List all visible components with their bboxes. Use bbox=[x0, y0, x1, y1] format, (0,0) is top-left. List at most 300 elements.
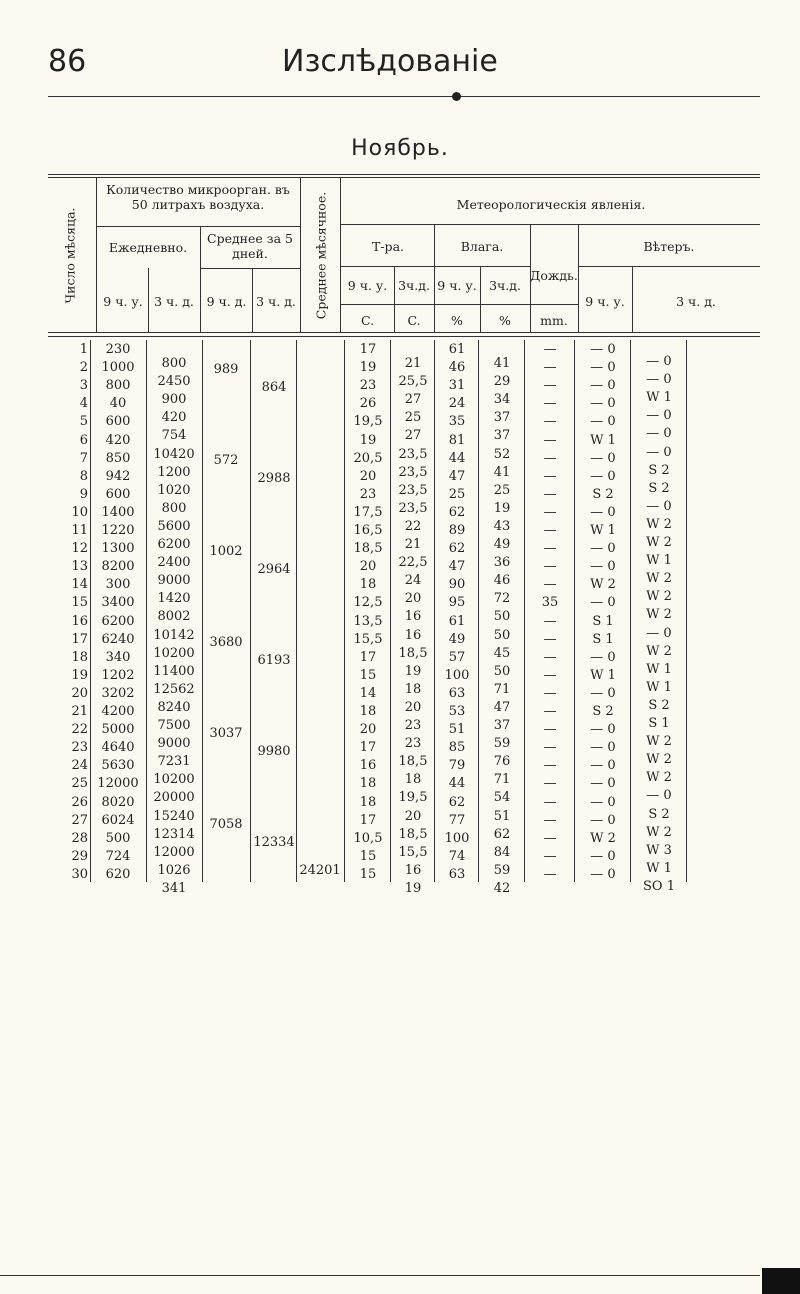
humidity-morning: 62 bbox=[448, 794, 466, 810]
daily-morning-header: 9 ч. у. bbox=[103, 294, 143, 309]
wind-morning: — 0 bbox=[590, 740, 616, 756]
humidity-afternoon: 71 bbox=[493, 772, 511, 788]
temp-afternoon: 23 bbox=[404, 718, 422, 733]
microorg-afternoon: 10420 bbox=[153, 446, 195, 462]
wind-afternoon: — 0 bbox=[646, 788, 672, 804]
wind-afternoon: W 2 bbox=[646, 607, 672, 623]
humidity-afternoon: 50 bbox=[493, 627, 511, 643]
head-rule bbox=[48, 96, 760, 97]
temp-afternoon: 19 bbox=[404, 663, 422, 679]
humidity-morning: 44 bbox=[448, 450, 466, 466]
rain-value: — bbox=[543, 613, 557, 629]
wind-morning: W 1 bbox=[590, 523, 616, 538]
temp-afternoon: 23,5 bbox=[398, 500, 428, 516]
microorg-afternoon: 15240 bbox=[153, 808, 195, 824]
wind-afternoon: W 1 bbox=[646, 553, 672, 569]
humidity-header: Влага. bbox=[460, 239, 504, 254]
humidity-afternoon: 34 bbox=[493, 392, 511, 408]
temp-morning: 18 bbox=[359, 577, 377, 593]
wind-morning: S 2 bbox=[592, 486, 614, 502]
wind-morning: — 0 bbox=[590, 722, 616, 738]
day-number: 19 bbox=[71, 667, 88, 683]
wind-morning: — 0 bbox=[590, 848, 616, 864]
microorg-morning: 600 bbox=[105, 414, 131, 430]
rain-value: — bbox=[543, 776, 557, 792]
humidity-morning: 46 bbox=[448, 360, 466, 376]
microorg-morning: 300 bbox=[105, 577, 131, 593]
temp-afternoon: 18,5 bbox=[398, 754, 428, 770]
wind-afternoon: — 0 bbox=[646, 372, 672, 388]
humidity-morning: 31 bbox=[448, 378, 466, 394]
wind-morning: W 1 bbox=[590, 667, 616, 683]
humidity-afternoon: 36 bbox=[493, 555, 511, 571]
humidity-morning: 100 bbox=[444, 667, 470, 683]
humidity-morning: 35 bbox=[448, 414, 466, 430]
wind-afternoon: — 0 bbox=[646, 498, 672, 514]
corner-mark bbox=[762, 1268, 800, 1294]
wind-afternoon: W 2 bbox=[646, 824, 672, 840]
microorg-afternoon: 10200 bbox=[153, 645, 195, 661]
microorg-morning: 1202 bbox=[101, 667, 135, 683]
rain-value: — bbox=[543, 504, 557, 520]
microorg-morning: 420 bbox=[105, 432, 131, 448]
humidity-afternoon: 41 bbox=[493, 356, 511, 371]
humidity-morning: 25 bbox=[448, 486, 466, 502]
day-number: 25 bbox=[71, 776, 88, 792]
temp-afternoon: 22 bbox=[404, 518, 422, 534]
temp-morning: 18 bbox=[359, 776, 377, 792]
rain-value: — bbox=[543, 740, 557, 756]
microorg-afternoon: 7231 bbox=[157, 754, 191, 770]
microorg-afternoon: 1200 bbox=[157, 464, 191, 480]
humidity-morning: 100 bbox=[444, 830, 470, 846]
temp-morning: 18 bbox=[359, 794, 377, 810]
avg5-afternoon: 12334 bbox=[253, 835, 295, 850]
wind-afternoon: S 1 bbox=[648, 716, 670, 731]
temp-morning: 15 bbox=[359, 848, 377, 864]
day-number: 3 bbox=[79, 378, 88, 394]
wind-morning: S 2 bbox=[592, 704, 614, 719]
rain-value: — bbox=[543, 360, 557, 376]
wind-morning: — 0 bbox=[590, 649, 616, 665]
rain-value: — bbox=[543, 468, 557, 484]
day-number: 16 bbox=[71, 613, 88, 629]
humidity-afternoon: 37 bbox=[493, 428, 511, 444]
microorg-morning: 500 bbox=[105, 830, 131, 846]
avg5-afternoon: 2988 bbox=[257, 471, 291, 486]
humidity-afternoon: 51 bbox=[493, 808, 511, 824]
humidity-afternoon: 59 bbox=[493, 736, 511, 752]
rain-value: — bbox=[543, 848, 557, 864]
humidity-afternoon: 45 bbox=[493, 645, 511, 661]
temp-morning-header: 9 ч. у. bbox=[347, 278, 388, 293]
bottom-rule bbox=[0, 1275, 760, 1276]
hum-morning-header: 9 ч. у. bbox=[437, 278, 477, 293]
microorg-afternoon: 2450 bbox=[157, 374, 191, 390]
temp-afternoon: 16 bbox=[404, 627, 422, 643]
day-number: 6 bbox=[79, 432, 88, 448]
microorg-afternoon: 5600 bbox=[157, 518, 191, 534]
humidity-morning: 62 bbox=[448, 541, 466, 557]
humidity-afternoon: 49 bbox=[493, 537, 511, 552]
microorg-afternoon: 8002 bbox=[157, 609, 191, 625]
wind-morning: W 1 bbox=[590, 432, 616, 448]
wind-morning: — 0 bbox=[590, 468, 616, 484]
rain-value: — bbox=[543, 450, 557, 466]
humidity-morning: 61 bbox=[448, 613, 466, 629]
wind-afternoon: W 1 bbox=[646, 390, 672, 406]
microorg-afternoon: 2400 bbox=[157, 555, 191, 571]
humidity-morning: 81 bbox=[448, 432, 466, 448]
humidity-morning: 47 bbox=[448, 559, 466, 575]
day-number: 12 bbox=[71, 541, 88, 557]
rain-value: — bbox=[543, 812, 557, 828]
microorg-afternoon: 8240 bbox=[157, 699, 191, 715]
rain-value: — bbox=[543, 559, 557, 575]
humidity-afternoon: 76 bbox=[493, 754, 511, 770]
microorg-morning: 800 bbox=[105, 378, 131, 394]
wind-morning: — 0 bbox=[590, 559, 616, 575]
microorg-morning: 4200 bbox=[101, 704, 135, 719]
humidity-afternoon: 52 bbox=[493, 446, 511, 462]
temp-afternoon: 20 bbox=[404, 808, 422, 824]
microorg-morning: 4640 bbox=[101, 740, 135, 756]
rain-value: — bbox=[543, 685, 557, 701]
day-number: 23 bbox=[71, 740, 88, 756]
rain-value: — bbox=[543, 667, 557, 683]
wind-afternoon: S 2 bbox=[648, 480, 670, 496]
temp-afternoon: 20 bbox=[404, 699, 422, 715]
microorg-afternoon: 800 bbox=[161, 500, 187, 516]
humidity-morning: 62 bbox=[448, 504, 466, 520]
humidity-afternoon: 29 bbox=[493, 374, 511, 390]
ornament bbox=[452, 92, 461, 101]
humidity-morning: 51 bbox=[448, 722, 466, 738]
microorg-afternoon: 420 bbox=[161, 410, 187, 426]
unit-temp-morning: C. bbox=[360, 313, 375, 328]
microorg-afternoon: 9000 bbox=[157, 736, 191, 752]
wind-afternoon: W 1 bbox=[646, 661, 672, 677]
microorg-morning: 12000 bbox=[97, 776, 139, 792]
temp-header: Т-ра. bbox=[372, 239, 404, 254]
humidity-afternoon: 42 bbox=[493, 880, 511, 896]
humidity-morning: 47 bbox=[448, 468, 466, 484]
day-number: 10 bbox=[71, 504, 88, 520]
rain-value: — bbox=[543, 649, 557, 665]
humidity-afternoon: 43 bbox=[493, 518, 511, 534]
microorg-morning: 3400 bbox=[101, 595, 135, 611]
unit-hum-afternoon: % bbox=[499, 313, 511, 328]
microorg-header: Количество микроорган. въ 50 литрахъ воздуха. bbox=[106, 182, 290, 212]
day-number: 28 bbox=[71, 830, 88, 846]
wind-afternoon: W 2 bbox=[646, 516, 672, 532]
avg5-afternoon: 6193 bbox=[257, 653, 291, 668]
wind-morning: — 0 bbox=[590, 776, 616, 792]
microorg-morning: 724 bbox=[105, 848, 131, 864]
hum-afternoon-header: 3ч.д. bbox=[489, 278, 521, 293]
humidity-afternoon: 59 bbox=[493, 862, 511, 878]
daily-header: Ежедневно. bbox=[108, 240, 188, 255]
wind-morning: — 0 bbox=[590, 360, 616, 376]
microorg-afternoon: 10142 bbox=[153, 627, 195, 643]
humidity-morning: 61 bbox=[448, 342, 466, 357]
humidity-morning: 44 bbox=[448, 776, 466, 792]
temp-afternoon: 24 bbox=[404, 573, 422, 589]
temp-afternoon: 18,5 bbox=[398, 645, 428, 661]
microorg-morning: 8020 bbox=[101, 794, 135, 810]
temp-morning: 17 bbox=[359, 342, 377, 357]
microorg-morning: 6200 bbox=[101, 613, 135, 629]
wind-afternoon: W 2 bbox=[646, 589, 672, 605]
microorg-morning: 5630 bbox=[101, 758, 135, 774]
temp-afternoon: 20 bbox=[404, 591, 422, 607]
rain-value: — bbox=[543, 722, 557, 738]
microorg-morning: 5000 bbox=[101, 722, 135, 738]
humidity-morning: 77 bbox=[448, 812, 466, 828]
microorg-morning: 1300 bbox=[101, 541, 135, 557]
temp-afternoon: 18 bbox=[404, 681, 422, 697]
temp-morning: 17,5 bbox=[353, 504, 383, 520]
humidity-morning: 74 bbox=[448, 848, 466, 864]
temp-afternoon: 21 bbox=[404, 537, 422, 552]
humidity-afternoon: 50 bbox=[493, 663, 511, 679]
temp-afternoon: 16 bbox=[404, 609, 422, 625]
humidity-afternoon: 72 bbox=[493, 591, 511, 607]
temp-morning: 13,5 bbox=[353, 613, 383, 629]
humidity-afternoon: 50 bbox=[493, 609, 511, 625]
microorg-afternoon: 10200 bbox=[153, 772, 195, 788]
rain-value: 35 bbox=[541, 595, 559, 611]
humidity-afternoon: 19 bbox=[493, 500, 511, 516]
day-number: 20 bbox=[71, 685, 88, 701]
humidity-morning: 63 bbox=[448, 866, 466, 882]
microorg-morning: 6240 bbox=[101, 631, 135, 647]
wind-afternoon: — 0 bbox=[646, 408, 672, 424]
temp-morning: 15,5 bbox=[353, 631, 383, 647]
rain-value: — bbox=[543, 704, 557, 719]
humidity-morning: 63 bbox=[448, 685, 466, 701]
humidity-afternoon: 84 bbox=[493, 844, 511, 860]
rain-value: — bbox=[543, 577, 557, 593]
day-number: 18 bbox=[71, 649, 88, 665]
avg5-afternoon: 9980 bbox=[257, 744, 291, 759]
temp-afternoon: 19,5 bbox=[398, 790, 428, 806]
temp-morning: 26 bbox=[359, 396, 377, 412]
wind-morning-header: 9 ч. у. bbox=[585, 294, 625, 309]
wind-morning: — 0 bbox=[590, 378, 616, 394]
day-number: 2 bbox=[79, 360, 88, 376]
wind-afternoon: W 2 bbox=[646, 643, 672, 659]
day-number: 4 bbox=[79, 396, 88, 412]
rain-value: — bbox=[543, 866, 557, 882]
temp-morning: 18,5 bbox=[353, 541, 383, 557]
day-number: 1 bbox=[79, 342, 88, 357]
wind-morning: — 0 bbox=[590, 685, 616, 701]
wind-morning: — 0 bbox=[590, 450, 616, 466]
humidity-afternoon: 54 bbox=[493, 790, 511, 806]
temp-morning: 20 bbox=[359, 559, 377, 575]
meteo-header: Метеорологическія явленія. bbox=[456, 197, 646, 212]
temp-afternoon-header: 3ч.д. bbox=[398, 278, 430, 293]
humidity-morning: 79 bbox=[448, 758, 466, 774]
microorg-morning: 850 bbox=[105, 450, 131, 466]
wind-morning: W 2 bbox=[590, 577, 616, 593]
microorg-afternoon: 12314 bbox=[153, 826, 195, 842]
daily-afternoon-header: 3 ч. д. bbox=[154, 294, 194, 309]
microorg-morning: 1400 bbox=[101, 504, 135, 520]
humidity-afternoon: 46 bbox=[493, 573, 511, 589]
temp-afternoon: 18,5 bbox=[398, 826, 428, 842]
temp-afternoon: 25 bbox=[404, 410, 422, 426]
temp-morning: 17 bbox=[359, 812, 377, 828]
temp-morning: 15 bbox=[359, 667, 377, 683]
microorg-morning: 620 bbox=[105, 866, 131, 882]
avg5-morning: 572 bbox=[213, 453, 239, 468]
wind-afternoon-header: 3 ч. д. bbox=[676, 294, 716, 309]
avg5-afternoon-header: 3 ч. д. bbox=[256, 294, 296, 309]
temp-morning: 20 bbox=[359, 468, 377, 484]
humidity-afternoon: 37 bbox=[493, 410, 511, 426]
temp-morning: 20,5 bbox=[353, 450, 383, 466]
rain-value: — bbox=[543, 378, 557, 394]
microorg-morning: 8200 bbox=[101, 559, 135, 575]
avg5-morning: 3680 bbox=[209, 635, 243, 650]
microorg-morning: 6024 bbox=[101, 812, 135, 828]
temp-morning: 23 bbox=[359, 378, 377, 394]
microorg-morning: 40 bbox=[109, 396, 127, 412]
microorg-afternoon: 800 bbox=[161, 356, 187, 371]
rain-value: — bbox=[543, 414, 557, 430]
rain-value: — bbox=[543, 523, 557, 538]
microorg-afternoon: 12000 bbox=[153, 844, 195, 860]
day-number: 15 bbox=[71, 595, 88, 611]
day-number: 9 bbox=[79, 486, 88, 502]
temp-morning: 16,5 bbox=[353, 523, 383, 538]
wind-afternoon: S 2 bbox=[648, 462, 670, 478]
avg5-morning: 1002 bbox=[209, 544, 243, 559]
avg5-morning-header: 9 ч. д. bbox=[206, 294, 247, 309]
rain-value: — bbox=[543, 758, 557, 774]
wind-afternoon: W 1 bbox=[646, 679, 672, 695]
temp-morning: 19,5 bbox=[353, 414, 383, 430]
running-head: Изслѣдованіе bbox=[282, 44, 498, 79]
day-number: 14 bbox=[71, 577, 88, 593]
avg5-afternoon: 864 bbox=[261, 380, 287, 395]
day-number: 26 bbox=[71, 794, 88, 810]
monthly-header: Среднее мѣсячное. bbox=[313, 191, 329, 320]
page-title: Ноябрь. bbox=[351, 136, 449, 161]
wind-afternoon: — 0 bbox=[646, 354, 672, 369]
unit-hum-morning: % bbox=[451, 313, 463, 328]
day-number: 7 bbox=[79, 450, 88, 466]
temp-morning: 23 bbox=[359, 486, 377, 502]
humidity-morning: 49 bbox=[448, 631, 466, 647]
microorg-morning: 340 bbox=[105, 649, 131, 665]
wind-afternoon: W 2 bbox=[646, 752, 672, 768]
temp-afternoon: 23,5 bbox=[398, 464, 428, 480]
humidity-afternoon: 25 bbox=[493, 482, 511, 498]
temp-afternoon: 18 bbox=[404, 772, 422, 788]
temp-morning: 14 bbox=[359, 685, 377, 701]
microorg-afternoon: 7500 bbox=[157, 718, 191, 733]
temp-morning: 10,5 bbox=[353, 830, 383, 846]
microorg-afternoon: 1026 bbox=[157, 862, 191, 878]
wind-afternoon: W 2 bbox=[646, 734, 672, 750]
rain-value: — bbox=[543, 541, 557, 557]
wind-morning: — 0 bbox=[590, 504, 616, 520]
wind-morning: — 0 bbox=[590, 758, 616, 774]
rain-value: — bbox=[543, 631, 557, 647]
day-number: 24 bbox=[71, 758, 88, 774]
microorg-morning: 942 bbox=[105, 468, 131, 484]
day-number: 17 bbox=[71, 631, 88, 647]
unit-rain: mm. bbox=[540, 313, 568, 328]
wind-morning: — 0 bbox=[590, 812, 616, 828]
humidity-afternoon: 62 bbox=[493, 826, 511, 842]
temp-afternoon: 23,5 bbox=[398, 446, 428, 462]
day-number: 5 bbox=[79, 414, 88, 430]
wind-morning: — 0 bbox=[590, 396, 616, 412]
wind-afternoon: W 2 bbox=[646, 535, 672, 550]
rain-value: — bbox=[543, 432, 557, 448]
humidity-morning: 57 bbox=[448, 649, 466, 665]
wind-afternoon: — 0 bbox=[646, 625, 672, 641]
temp-morning: 19 bbox=[359, 432, 377, 448]
day-number: 27 bbox=[71, 812, 88, 828]
microorg-afternoon: 6200 bbox=[157, 537, 191, 552]
temp-morning: 19 bbox=[359, 360, 377, 376]
rain-header: Дождь. bbox=[530, 268, 578, 283]
microorg-morning: 600 bbox=[105, 486, 131, 502]
rain-value: — bbox=[543, 396, 557, 412]
temp-afternoon: 19 bbox=[404, 880, 422, 896]
temp-morning: 18 bbox=[359, 704, 377, 719]
wind-morning: — 0 bbox=[590, 342, 616, 357]
wind-afternoon: W 2 bbox=[646, 571, 672, 587]
temp-morning: 17 bbox=[359, 649, 377, 665]
microorg-morning: 3202 bbox=[101, 685, 135, 701]
wind-afternoon: W 1 bbox=[646, 860, 672, 876]
temp-morning: 12,5 bbox=[353, 595, 383, 611]
avg5-morning: 3037 bbox=[209, 726, 243, 741]
temp-afternoon: 22,5 bbox=[398, 555, 428, 571]
rain-value: — bbox=[543, 794, 557, 810]
temp-afternoon: 27 bbox=[404, 428, 422, 444]
wind-morning: — 0 bbox=[590, 866, 616, 882]
unit-temp-afternoon: C. bbox=[407, 313, 421, 328]
humidity-afternoon: 47 bbox=[493, 699, 511, 715]
wind-afternoon: SO 1 bbox=[643, 878, 675, 894]
temp-afternoon: 27 bbox=[404, 392, 422, 408]
microorg-afternoon: 1020 bbox=[157, 482, 191, 498]
wind-afternoon: S 2 bbox=[648, 806, 670, 822]
humidity-morning: 90 bbox=[448, 577, 466, 593]
day-column-header: Число мѣсяца. bbox=[62, 207, 78, 304]
avg5-header: Среднее за 5 дней. bbox=[207, 231, 293, 261]
day-number: 22 bbox=[71, 722, 88, 738]
microorg-afternoon: 9000 bbox=[157, 573, 191, 589]
wind-morning: S 1 bbox=[592, 613, 614, 629]
day-number: 30 bbox=[71, 866, 88, 882]
humidity-morning: 53 bbox=[448, 704, 466, 719]
microorg-afternoon: 1420 bbox=[157, 591, 191, 607]
monthly-average: 24201 bbox=[299, 863, 341, 878]
temp-morning: 20 bbox=[359, 722, 377, 738]
microorg-morning: 230 bbox=[105, 342, 131, 357]
temp-afternoon: 23 bbox=[404, 736, 422, 752]
humidity-morning: 85 bbox=[448, 740, 466, 756]
day-number: 21 bbox=[71, 704, 88, 719]
